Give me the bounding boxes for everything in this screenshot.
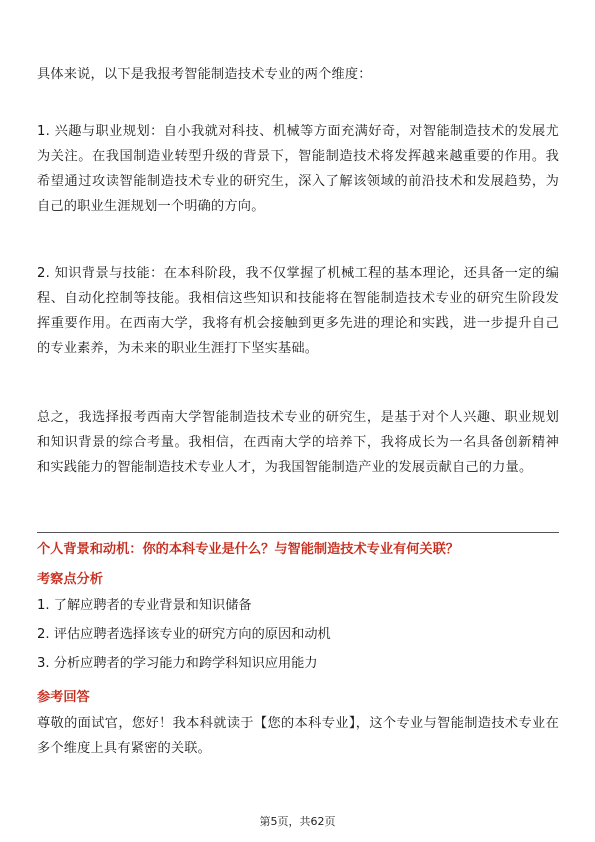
answer-paragraph: 尊敬的面试官，您好！我本科就读于【您的本科专业】，这个专业与智能制造技术专业在多个维度上具有紧密的关联。 [37, 716, 559, 756]
section-divider [37, 532, 559, 533]
point-2-paragraph: 2. 知识背景与技能：在本科阶段，我不仅掌握了机械工程的基本理论，还具备一定的编程、自动化控制等技能。我相信这些知识和技能将在智能制造技术专业的研究生阶段发挥重要作用。在西南大学，我将有机会接触到更多先进的理论和实践，进一步提升自己的专业素养，为未来的职业生涯打下坚实基础。 [37, 266, 559, 356]
question-heading: 个人背景和动机：你的本科专业是什么？与智能制造技术专业有何关联？ [37, 542, 459, 557]
intro-paragraph: 具体来说，以下是我报考智能制造技术专业的两个维度： [37, 67, 372, 82]
answer-heading: 参考回答 [37, 690, 90, 705]
conclusion-paragraph: 总之，我选择报考西南大学智能制造技术专业的研究生，是基于对个人兴趣、职业规划和知识背景的综合考量。我相信，在西南大学的培养下，我将成长为一名具备创新精神和实践能力的智能制造技术专业人才，为我国智能制造产业的发展贡献自己的力量。 [37, 410, 559, 475]
point-1-paragraph: 1. 兴趣与职业规划：自小我就对科技、机械等方面充满好奇，对智能制造技术的发展尤为关注。在我国制造业转型升级的背景下，智能制造技术将发挥越来越重要的作用。我希望通过攻读智能制造技术专业的研究生，深入了解该领域的前沿技术和发展趋势，为自己的职业生涯规划一个明确的方向。 [37, 124, 559, 214]
analysis-item: 3. 分析应聘者的学习能力和跨学科知识应用能力 [37, 656, 318, 671]
page-footer: 第5页，共62页 [259, 815, 336, 828]
analysis-heading: 考察点分析 [37, 572, 103, 587]
analysis-item: 1. 了解应聘者的专业背景和知识储备 [37, 598, 252, 613]
analysis-item: 2. 评估应聘者选择该专业的研究方向的原因和动机 [37, 627, 331, 642]
